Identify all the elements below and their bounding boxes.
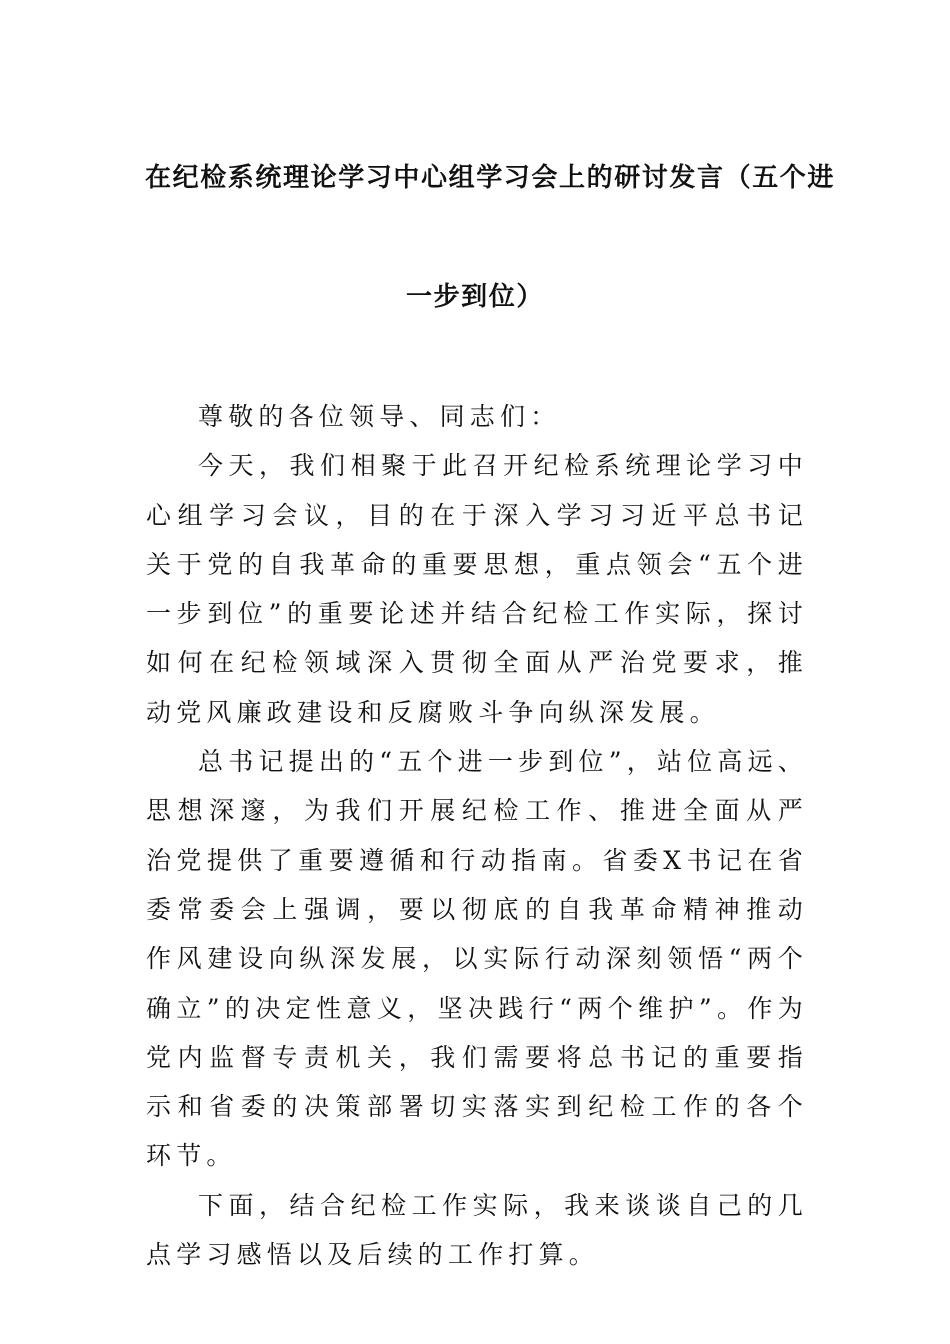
document-title-line-2: 一步到位） — [405, 282, 544, 312]
body-paragraph: 总书记提出的“五个进一步到位”，站位高远、思想深邃，为我们开展纪检工作、推进全面从严治党提供了重要遵循和行动指南。省委X书记在省委常委会上强调，要以彻底的自我革命精神推动作风建设向纵深发展，以实际行动深刻领悟“两个确立”的决定性意义，坚决践行“两个维护”。作为党内监督专责机关，我们需要将总书记的重要指示和省委的决策部署切实落实到纪检工作的各个环节。 — [146, 747, 808, 1171]
document-title-line-1: 在纪检系统理论学习中心组学习会上的研讨发言（五个进 — [145, 163, 836, 193]
body-paragraph: 今天，我们相聚于此召开纪检系统理论学习中心组学习会议，目的在于深入学习习近平总书记关于党的自我革命的重要思想，重点领会“五个进一步到位”的重要论述并结合纪检工作实际，探讨如何在纪检领域深入贯彻全面从严治党要求，推动党风廉政建设和反腐败斗争向纵深发展。 — [146, 451, 808, 727]
body-paragraph: 下面，结合纪检工作实际，我来谈谈自己的几点学习感悟以及后续的工作打算。 — [146, 1190, 808, 1270]
salutation-paragraph: 尊敬的各位领导、同志们： — [198, 402, 561, 431]
document-body — [146, 392, 808, 1279]
